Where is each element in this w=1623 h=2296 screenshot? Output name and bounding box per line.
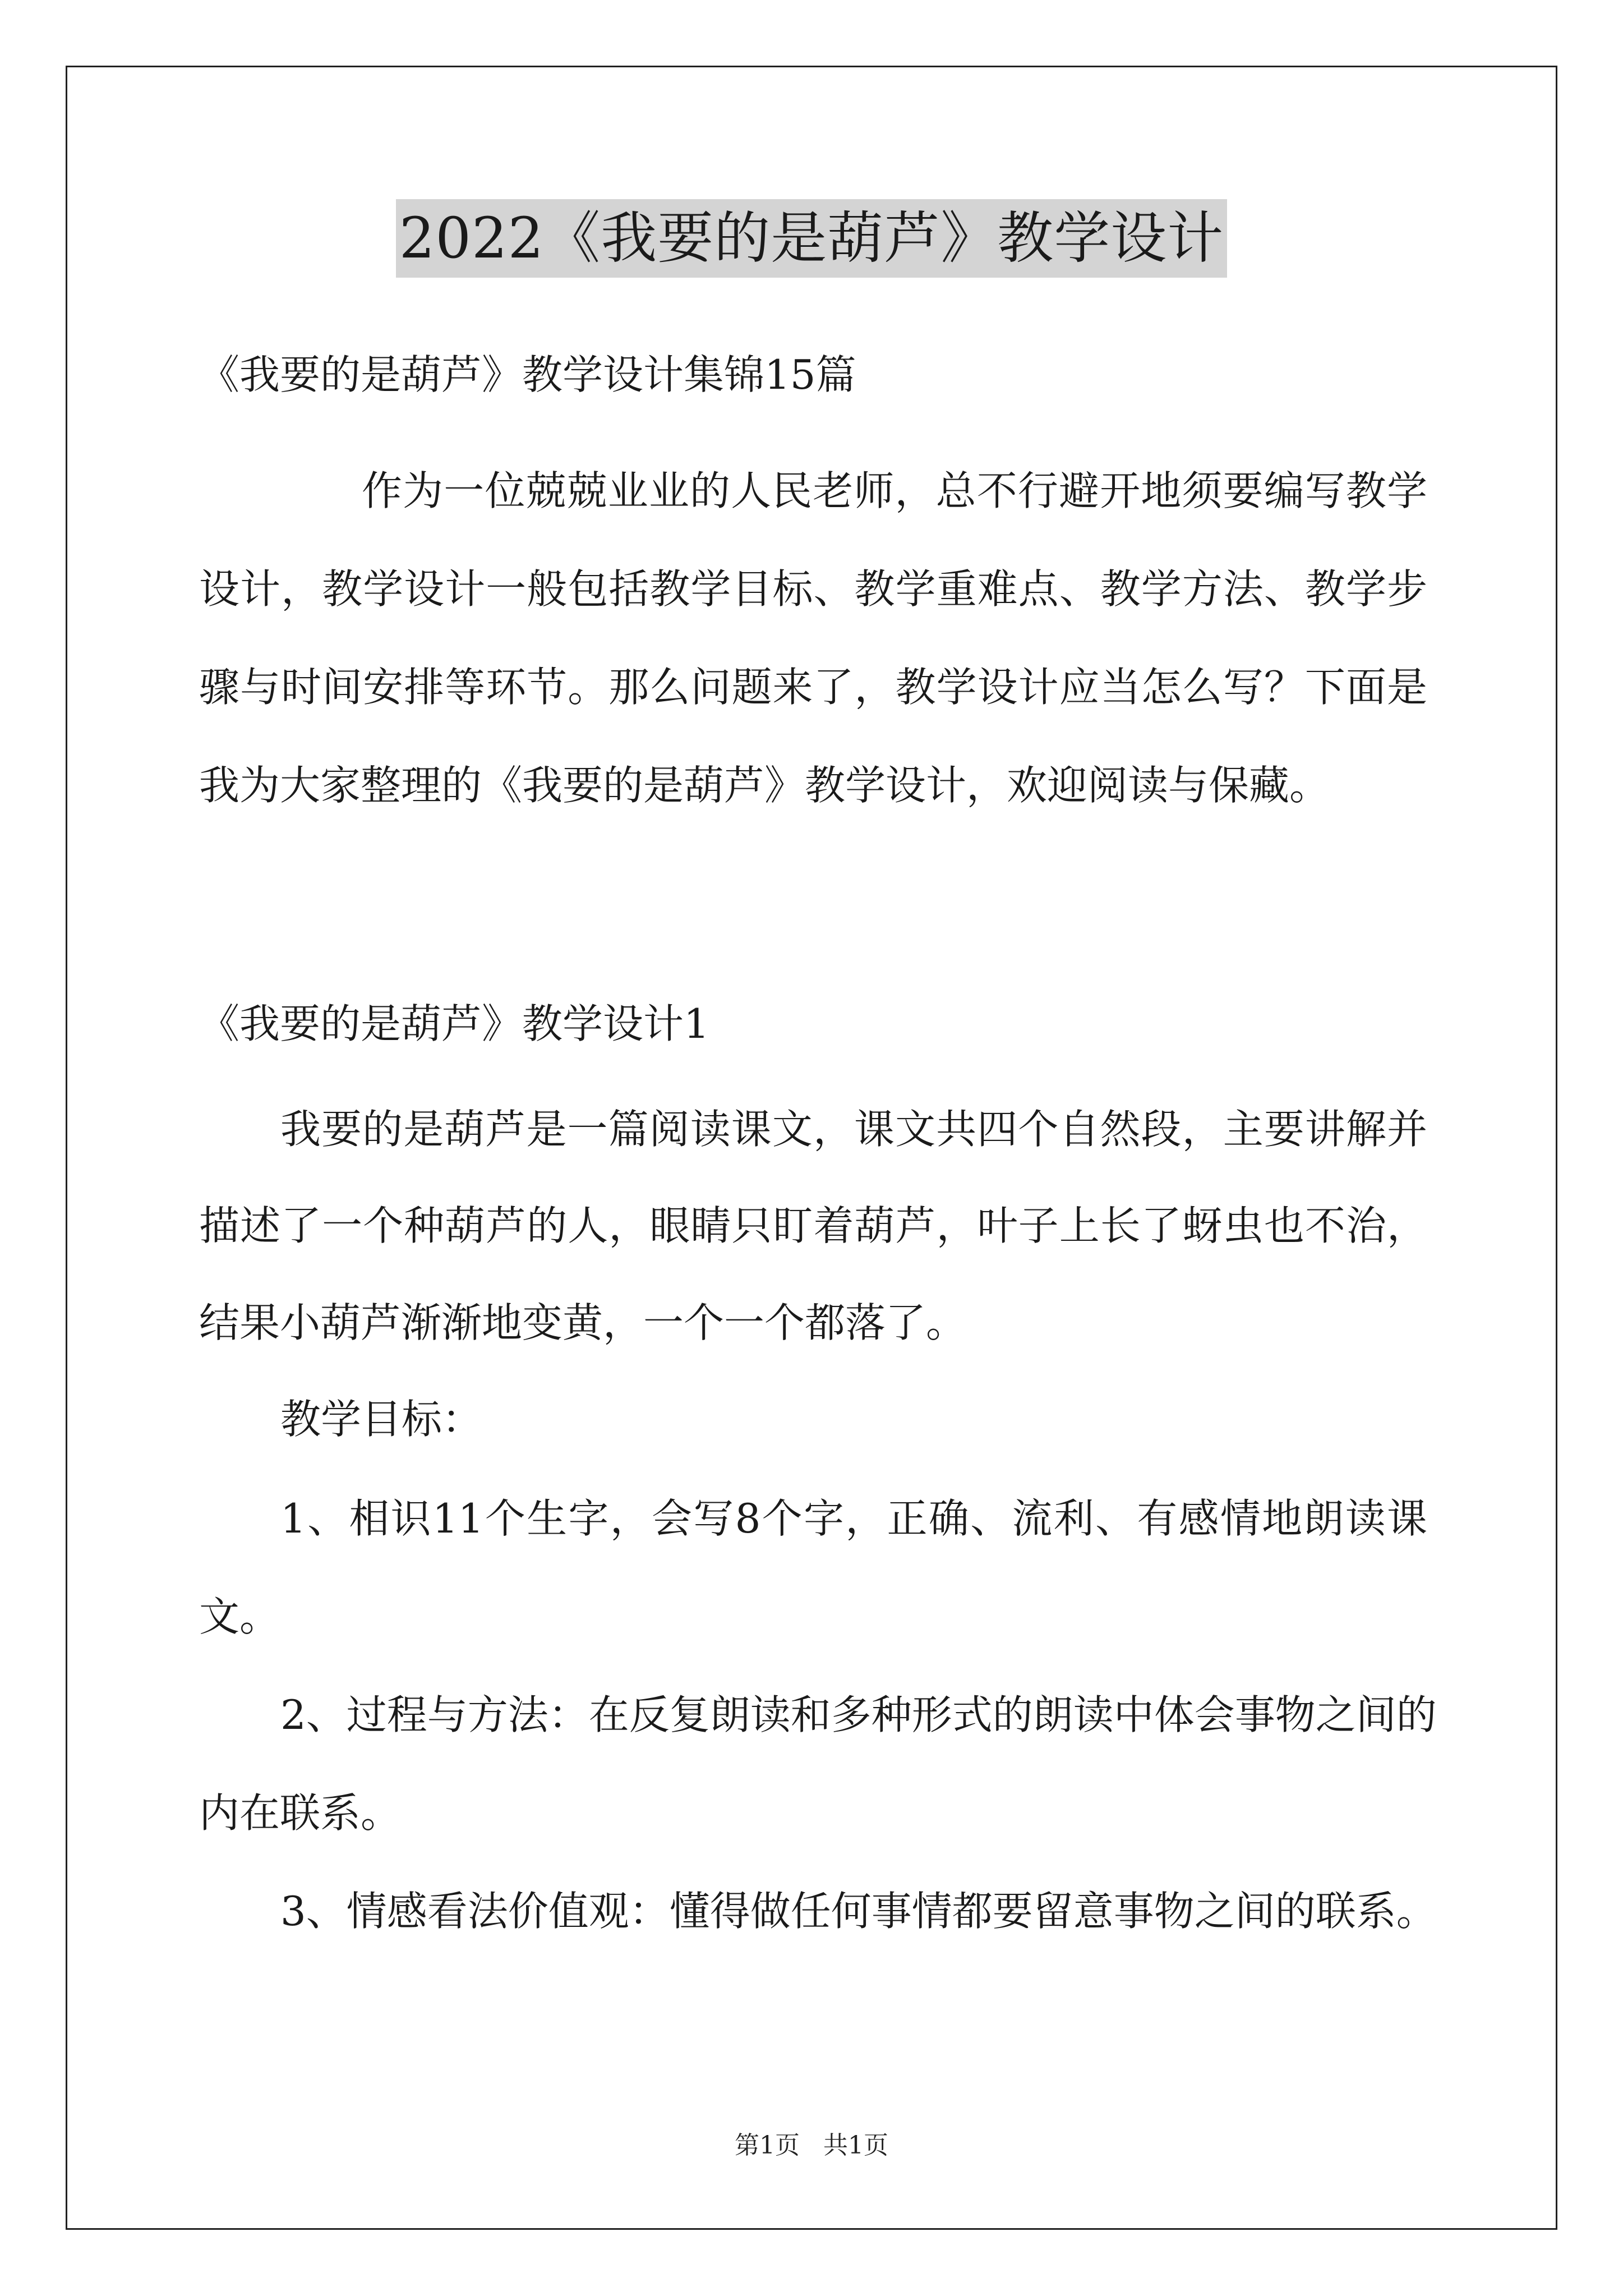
objective-1-line-1: 1、相识11个生字，会写8个字，正确、流利、有感情地朗读课 (280, 1495, 1427, 1542)
objective-2-line-1: 2、过程与方法：在反复朗读和多种形式的朗读中体会事物之间的 (280, 1691, 1437, 1738)
body-line-1: 我要的是葫芦是一篇阅读课文，课文共四个自然段，主要讲解并 (280, 1106, 1427, 1153)
intro-line-1: 作为一位兢兢业业的人民老师，总不行避开地须要编写教学 (362, 467, 1427, 514)
objective-3-line-1: 3、情感看法价值观：懂得做任何事情都要留意事物之间的联系。 (280, 1888, 1437, 1935)
intro-line-3: 骤与时间安排等环节。那么问题来了，教学设计应当怎么写？下面是 (199, 664, 1427, 711)
body-line-3: 结果小葫芦渐渐地变黄，一个一个都落了。 (199, 1299, 967, 1346)
page-footer: 第1页 共1页 (735, 2131, 888, 2160)
body-line-2: 描述了一个种葫芦的人，眼睛只盯着葫芦，叶子上长了蚜虫也不治， (199, 1202, 1427, 1249)
objectives-heading: 教学目标： (280, 1396, 483, 1443)
objective-2-line-2: 内在联系。 (199, 1789, 402, 1837)
document-subtitle: 《我要的是葫芦》教学设计集锦15篇 (199, 351, 856, 398)
intro-line-2: 设计，教学设计一般包括教学目标、教学重难点、教学方法、教学步 (199, 565, 1427, 613)
intro-line-4: 我为大家整理的《我要的是葫芦》教学设计，欢迎阅读与保藏。 (199, 762, 1330, 809)
title-block (0, 199, 1623, 278)
section-heading: 《我要的是葫芦》教学设计1 (199, 1000, 709, 1047)
document-title: 2022《我要的是葫芦》教学设计 (396, 199, 1228, 278)
objective-1-line-2: 文。 (199, 1593, 280, 1640)
